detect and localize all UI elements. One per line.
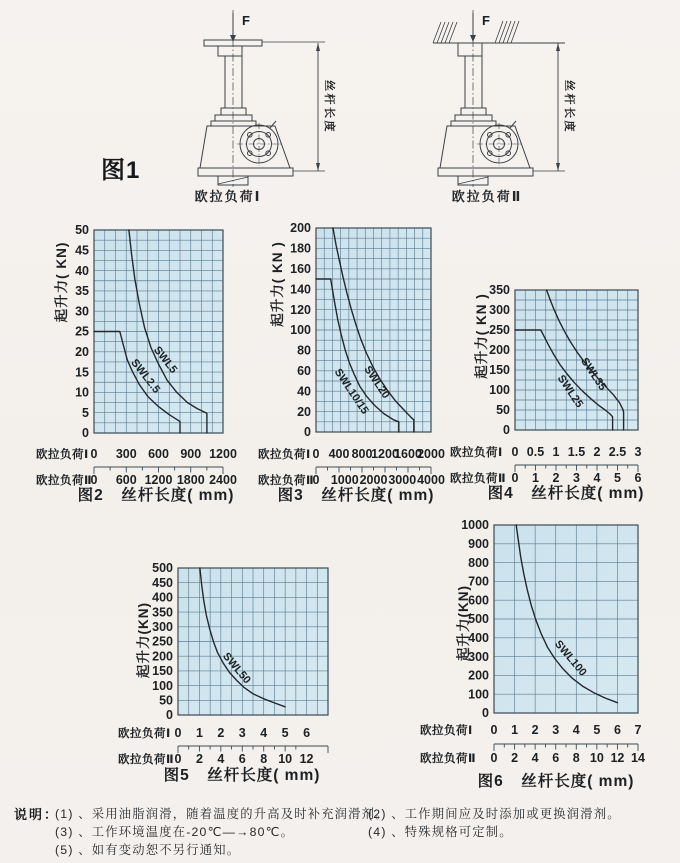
note-item: (3) 、工作环境温度在-20℃—→80℃。: [55, 825, 295, 839]
y-tick-label: 20: [297, 404, 311, 419]
gear-housing: [200, 126, 290, 168]
bolt-hole: [506, 133, 511, 138]
y-tick-label: 30: [75, 304, 89, 319]
collar-2: [455, 115, 492, 121]
bottom-tab-slash: [218, 177, 248, 184]
y-tick-label: 300: [489, 303, 510, 318]
y-tick-label: 150: [489, 363, 510, 378]
y-tick-label: 900: [468, 537, 489, 551]
y-tick-label: 45: [75, 243, 89, 258]
y-tick-label: 120: [290, 302, 311, 317]
y-tick-label: 100: [468, 687, 489, 702]
y-tick-label: 100: [489, 383, 510, 398]
jack-diagram-free-end: [185, 8, 340, 190]
axis-row2-tick: 14: [631, 751, 645, 765]
y-tick-label: 10: [75, 385, 89, 400]
axis-row2-tick: 1800: [176, 473, 205, 487]
axis-row1-label: 欧拉负荷Ⅰ: [258, 449, 311, 461]
y-tick-label: 40: [297, 384, 311, 399]
axis-row1-tick: 0.5: [526, 445, 545, 459]
axis-row1-tick: 400: [328, 447, 350, 461]
axis-row2-tick: 4: [593, 471, 601, 485]
axis-row1-tick: 1200: [371, 447, 399, 461]
note-item: (2) 、工作期间应及时添加或更换润滑剂。: [368, 807, 621, 821]
axis-row2-label: 欧拉负荷Ⅱ: [36, 475, 93, 487]
chart-caption: 图3 丝杆长度( mm): [277, 487, 435, 504]
axis-row1-label: 欧拉负荷Ⅰ: [36, 449, 89, 461]
note-item: (4) 、特殊规格可定制。: [368, 825, 513, 839]
axis-row2-tick: 12: [299, 752, 314, 766]
gear-housing: [440, 126, 530, 168]
axis-row2-label: 欧拉负荷Ⅱ: [450, 473, 507, 485]
y-tick-label: 20: [75, 345, 89, 359]
axis-row1-tick: 3: [634, 445, 642, 459]
axis-row1-tick: 2: [593, 445, 601, 459]
bolt-hole: [266, 133, 271, 138]
axis-row2-tick: 3000: [388, 473, 417, 487]
axis-row1-tick: 3: [552, 723, 560, 737]
axis-row2-tick: 2000: [359, 473, 388, 487]
axis-row1-tick: 1600: [394, 447, 422, 461]
chart-svg-fig3: [258, 222, 460, 512]
axis-row1-tick: 1.5: [567, 445, 586, 459]
y-tick-label: 80: [297, 343, 311, 358]
y-tick-label: 350: [152, 605, 173, 620]
y-tick-label: 300: [468, 649, 489, 664]
y-tick-label: 800: [468, 555, 489, 570]
dim-arrow-bottom: [316, 163, 320, 171]
chart-svg-fig5: [118, 560, 350, 800]
axis-row2-tick: 6: [634, 471, 642, 485]
chart-fig4: [450, 282, 680, 513]
axis-row2-tick: 0: [90, 473, 98, 487]
axis-row1-tick: 3: [238, 726, 246, 740]
axis-row2-tick: 3: [573, 471, 580, 485]
axis-row2-tick: 12: [610, 751, 625, 765]
curve-label: SWL100: [552, 638, 589, 679]
y-tick-label: 40: [75, 263, 89, 278]
y-tick-label: 60: [297, 364, 311, 378]
jack-diagram-fixed-end: [425, 8, 580, 190]
axis-row2-tick: 0: [174, 752, 182, 766]
y-tick-label: 15: [75, 365, 89, 380]
bottom-tab-slash: [458, 177, 488, 184]
note-item: (5) 、如有变动恕不另行通知。: [55, 843, 241, 857]
chart-svg-fig2: [36, 222, 250, 512]
axis-row1-label: 欧拉负荷Ⅰ: [118, 728, 171, 740]
axis-row2-tick: 0: [490, 751, 498, 765]
axis-row2-tick: 1000: [330, 473, 359, 487]
y-tick-label: 600: [468, 593, 489, 608]
y-tick-label: 0: [166, 708, 173, 723]
y-tick-label: 500: [152, 561, 173, 576]
curve-label: SWL5: [151, 344, 180, 376]
axis-row2-tick: 2: [511, 751, 519, 765]
y-tick-label: 350: [489, 283, 510, 298]
axis-row2-tick: 5: [614, 471, 621, 485]
axis-row1-tick: 1: [511, 723, 519, 737]
screw-top-nut: [458, 43, 482, 56]
y-axis-title: 起升力( KN ): [270, 241, 285, 327]
axis-row2-tick: 10: [278, 752, 293, 766]
y-axis-title: 起升力(KN): [136, 602, 151, 678]
bolt-hole: [488, 151, 493, 156]
y-tick-label: 140: [290, 282, 311, 297]
chart-svg-fig4: [450, 282, 680, 508]
y-tick-label: 50: [159, 693, 173, 708]
axis-row2-label: 欧拉负荷Ⅱ: [420, 753, 477, 765]
axis-row2-tick: 2: [552, 471, 560, 485]
axis-row2-tick: 8: [572, 751, 580, 765]
y-tick-label: 200: [489, 343, 510, 358]
y-tick-label: 180: [290, 241, 311, 256]
bolt-hole: [248, 133, 253, 138]
notes-title: 说明：: [14, 807, 60, 822]
y-tick-label: 0: [82, 426, 89, 441]
dim-arrow-bottom: [556, 163, 560, 171]
dim-arrow-top: [556, 43, 560, 51]
axis-row1-tick: 1200: [209, 447, 237, 461]
axis-row2-tick: 4: [217, 752, 225, 766]
axis-row1-label: 欧拉负荷Ⅰ: [450, 447, 503, 459]
axis-row1-tick: 300: [115, 447, 137, 461]
axis-row1-tick: 5: [281, 726, 289, 740]
chart-caption: 图5 丝杆长度( mm): [163, 767, 321, 784]
y-tick-label: 50: [496, 403, 510, 418]
y-tick-label: 250: [489, 323, 510, 338]
hatching: [433, 21, 519, 43]
curve-label: SWL10/15: [331, 366, 371, 417]
curve-label: SWL50: [220, 650, 253, 687]
y-tick-label: 5: [82, 405, 89, 420]
axis-row1-tick: 6: [613, 723, 621, 737]
axis-row1-tick: 1: [195, 726, 203, 740]
bolt-hole: [248, 151, 253, 156]
axis-row2-tick: 6: [238, 752, 246, 766]
axis-row2-tick: 600: [115, 473, 137, 487]
curve-label: SWL20: [361, 363, 392, 401]
y-tick-label: 0: [503, 423, 510, 438]
chart-caption: 图6 丝杆长度( mm): [477, 773, 635, 790]
y-tick-label: 35: [75, 284, 89, 299]
axis-row2-tick: 2: [195, 752, 203, 766]
dim-label: 丝杆长度: [323, 80, 335, 134]
axis-row1-tick: 0: [90, 447, 98, 461]
axis-row1-tick: 6: [303, 726, 311, 740]
y-tick-label: 200: [290, 222, 311, 236]
y-tick-label: 100: [152, 678, 173, 693]
axis-ruler: [494, 744, 638, 751]
y-tick-label: 450: [152, 575, 173, 590]
axis-row2-tick: 10: [589, 751, 604, 765]
grid-lines: [316, 228, 431, 432]
y-tick-label: 250: [152, 634, 173, 649]
axis-row1-tick: 5: [593, 723, 601, 737]
axis-row1-tick: 0: [490, 723, 498, 737]
y-axis-title: 起升力( KN): [54, 241, 69, 323]
figure1-diagram-euler-load-1: [185, 8, 340, 195]
chart-fig3: [258, 222, 460, 517]
dim-label: 丝杆长度: [563, 80, 575, 134]
curve-label: SWL2.5: [128, 356, 163, 396]
screw-shaft: [225, 56, 242, 108]
y-tick-label: 150: [152, 664, 173, 679]
axis-row1-label: 欧拉负荷Ⅰ: [420, 725, 473, 737]
bolt-hole: [488, 133, 493, 138]
collar-3: [451, 121, 496, 126]
axis-row2-tick: 0: [511, 471, 519, 485]
axis-row1-tick: 4: [572, 723, 580, 737]
axis-row1-tick: 0: [312, 447, 320, 461]
base-plate: [198, 168, 293, 176]
axis-row1-tick: 600: [148, 447, 169, 461]
axis-row2-tick: 0: [312, 473, 320, 487]
chart-fig2: [36, 222, 250, 517]
axis-row1-tick: 2.5: [608, 445, 627, 459]
y-tick-label: 50: [75, 223, 89, 238]
y-tick-label: 500: [468, 612, 489, 627]
figure1-diagram-euler-load-2: [425, 8, 580, 195]
axis-row1-tick: 0: [511, 445, 519, 459]
y-tick-label: 400: [152, 590, 173, 605]
y-tick-label: 100: [290, 323, 311, 338]
chart-svg-fig6: [420, 517, 672, 802]
axis-row1-tick: 4: [260, 726, 268, 740]
axis-row1-tick: 0: [174, 726, 182, 740]
axis-row1-tick: 1: [552, 445, 560, 459]
axis-row2-tick: 4: [531, 751, 539, 765]
curve-label: SWL25: [554, 372, 586, 411]
axis-row2-tick: 2400: [209, 473, 237, 487]
axis-row2-tick: 1200: [144, 473, 173, 487]
y-tick-label: 300: [152, 620, 173, 634]
note-item: (1) 、采用油脂润滑，随着温度的升高及时补充润滑剂。: [55, 807, 389, 821]
y-tick-label: 200: [152, 649, 173, 664]
axis-row2-tick: 8: [260, 752, 268, 766]
axis-row2-label: 欧拉负荷Ⅱ: [258, 475, 315, 487]
force-arrow-head: [470, 35, 476, 42]
collar-1: [461, 108, 486, 115]
force-label: F: [242, 13, 250, 28]
diagram-caption-euler-load-1: 欧拉负荷Ⅰ: [194, 189, 262, 204]
figure1-label: 图1: [101, 157, 141, 184]
chart-fig6: [420, 517, 672, 807]
axis-row1-tick: 2: [531, 723, 539, 737]
axis-row1-tick: 2: [217, 726, 225, 740]
y-tick-label: 200: [468, 668, 489, 683]
collar-1: [221, 108, 246, 115]
y-tick-label: 0: [304, 425, 311, 440]
dim-arrow-top: [316, 43, 320, 51]
screw-shaft: [465, 56, 482, 108]
axis-row1-tick: 7: [634, 723, 642, 737]
y-tick-label: 400: [468, 631, 489, 645]
y-axis-title: 起升力(KN): [456, 585, 471, 661]
y-tick-label: 1000: [461, 518, 489, 533]
chart-caption: 图4 丝杆长度( mm): [487, 485, 645, 502]
axis-row1-tick: 2000: [417, 447, 445, 461]
y-tick-label: 700: [468, 574, 489, 589]
y-tick-label: 160: [290, 262, 311, 276]
bolt-hole: [266, 151, 271, 156]
axis-row2-tick: 6: [552, 751, 560, 765]
axis-row1-tick: 800: [351, 447, 373, 461]
axis-row1-tick: 900: [180, 447, 202, 461]
chart-fig5: [118, 560, 350, 805]
base-plate: [438, 168, 533, 176]
y-tick-label: 0: [482, 706, 489, 721]
axis-row2-tick: 1: [532, 471, 539, 485]
diagram-caption-euler-load-2: 欧拉负荷Ⅱ: [451, 189, 523, 204]
force-label: F: [482, 13, 490, 28]
chart-caption: 图2 丝杆长度( mm): [77, 487, 235, 504]
force-arrow-head: [230, 35, 236, 42]
bolt-hole: [506, 151, 511, 156]
axis-row2-label: 欧拉负荷Ⅱ: [118, 754, 175, 766]
curve-label: SWL35: [578, 355, 609, 393]
screw-top-nut: [218, 46, 242, 56]
axis-row2-tick: 4000: [417, 473, 445, 487]
y-tick-label: 25: [75, 324, 89, 339]
collar-2: [215, 115, 252, 121]
collar-3: [211, 121, 256, 126]
y-axis-title: 起升力( KN ): [474, 293, 489, 379]
